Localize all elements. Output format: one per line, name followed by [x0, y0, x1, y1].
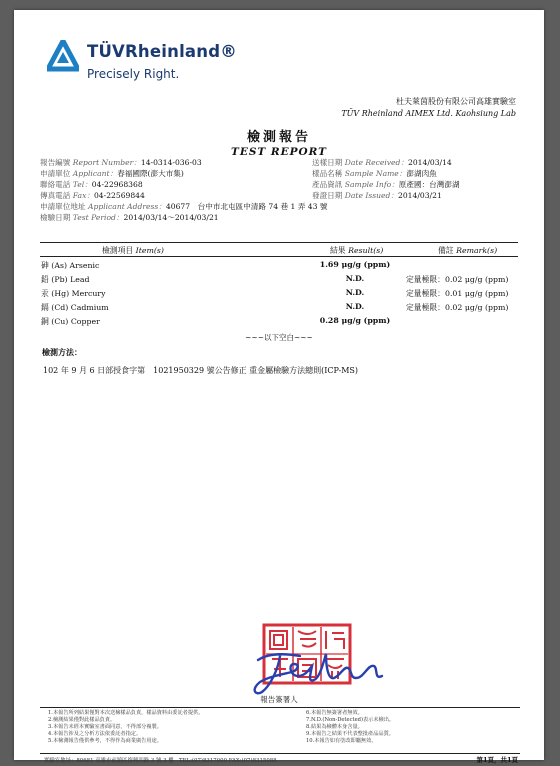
- date-received-value: 2014/03/14: [408, 158, 452, 167]
- row-result: 1.69 μg/g (ppm): [319, 260, 391, 269]
- col-header-remark: 備註 Remark(s): [438, 246, 498, 255]
- info-address: 申請單位地址 Applicant Address：40677 台中市北屯區中清路 74 巷 1 弄 43 號: [40, 202, 328, 211]
- applicant-value: 春福國際(澎大市集): [117, 169, 184, 178]
- info-sample-name: 樣品名稱 Sample Name：澎湖肉魚: [312, 169, 437, 178]
- row-item: 鉛 (Pb) Lead: [41, 275, 90, 284]
- footnote-item: 3.本報告未經本實驗室書面同意，不得部分複製。: [48, 724, 162, 730]
- row-item: 銅 (Cu) Copper: [41, 317, 100, 326]
- info-fax: 傳真電話 Fax：04-22569844: [40, 191, 145, 200]
- table-row: [40, 287, 518, 301]
- row-result: N.D.: [345, 302, 365, 311]
- method-label: 檢測方法：: [42, 347, 82, 357]
- report-info: [40, 157, 520, 247]
- footnote-item: 5.本檢測報告僅供參考，不得作為商業廣告用途。: [48, 738, 162, 744]
- report-number-value: 14-0314-036-03: [140, 158, 202, 167]
- tel-value: 04-22968368: [91, 180, 143, 189]
- method-text: 102 年 9 月 6 日部授食字第 1021950329 號公告修正 重金屬檢驗方法總則(ICP-MS): [43, 366, 358, 375]
- triangle-logo-icon: [47, 40, 79, 72]
- results-header: [40, 242, 518, 257]
- report-title: [14, 126, 544, 158]
- row-result: N.D.: [345, 274, 365, 283]
- row-item: 鎘 (Cd) Cadmium: [41, 303, 109, 312]
- address-value: 40677 台中市北屯區中清路 74 巷 1 弄 43 號: [165, 202, 328, 211]
- footnote-item: 4.本報告涉及之分析方法依委託者指定。: [48, 731, 142, 737]
- report-page: [14, 10, 544, 764]
- footnote-item: 10.本報告如有塗改即屬無效。: [306, 738, 377, 744]
- row-remark: 定量極限：0.02 μg/g (ppm): [406, 275, 509, 284]
- info-sample-info: 產品資訊 Sample Info：原產國：台灣澎湖: [312, 180, 460, 189]
- info-test-period: 檢驗日期 Test Period：2014/03/14～2014/03/21: [40, 213, 219, 222]
- row-result: 0.28 μg/g (ppm): [319, 316, 391, 325]
- footnotes-right: [306, 710, 394, 745]
- row-remark: 定量極限：0.01 μg/g (ppm): [406, 289, 509, 298]
- test-period-value: 2014/03/14～2014/03/21: [123, 213, 219, 222]
- lab-name: [341, 96, 516, 120]
- address-divider: [40, 753, 520, 754]
- end-of-results-marker: ~~~以下空白~~~: [245, 333, 313, 342]
- brand-tagline: Precisely Right.: [87, 67, 180, 81]
- row-item: 砷 (As) Arsenic: [41, 261, 100, 270]
- info-report-number: 報告編號 Report Number：14-0314-036-03: [40, 158, 202, 167]
- footnote-item: 1.本報告所列結果僅對本次送檢樣品負責，樣品資料由委託者提供。: [48, 710, 204, 716]
- row-result: N.D.: [345, 288, 365, 297]
- page-number: 第1頁，共1頁: [476, 756, 518, 764]
- footnote-divider: [40, 707, 520, 708]
- fax-value: 04-22569844: [93, 191, 145, 200]
- date-issued-value: 2014/03/21: [398, 191, 442, 200]
- report-title-zh: 檢測報告: [246, 130, 311, 145]
- table-row: [40, 259, 518, 273]
- signature-icon: [240, 646, 390, 698]
- info-applicant: 申請單位 Applicant：春福國際(澎大市集): [40, 169, 184, 178]
- info-tel: 聯絡電話 Tel：04-22968368: [40, 180, 143, 189]
- lab-name-zh: 杜夫萊茵股份有限公司高雄實驗室: [396, 97, 516, 106]
- lab-address: 實驗室地址：80681 高雄市前鎮區復興四路 3 號 3 樓 TEL:(07)8317000 FAX:(07)8315088: [44, 758, 277, 764]
- col-header-result: 結果 Result(s): [330, 246, 384, 255]
- row-item: 汞 (Hg) Mercury: [41, 289, 106, 298]
- footnotes-left: [48, 710, 203, 745]
- footnote-item: 9.本報告之結果不代表整批產品品質。: [306, 731, 394, 737]
- footnote-item: 2.檢測結果僅對此樣品負責。: [48, 717, 116, 723]
- table-row: [40, 301, 518, 315]
- info-date-received: 送樣日期 Date Received：2014/03/14: [312, 158, 452, 167]
- report-title-en: TEST REPORT: [231, 146, 327, 158]
- row-remark: 定量極限：0.02 μg/g (ppm): [406, 303, 509, 312]
- info-date-issued: 發證日期 Date Issued：2014/03/21: [312, 191, 442, 200]
- signatory-label: 報告簽署人: [260, 695, 298, 704]
- footnote-item: 8.結果為檢體本身含量。: [306, 724, 363, 730]
- footnote-item: 6.本報告無簽署者無效。: [306, 710, 363, 716]
- table-row: [40, 315, 518, 329]
- footnote-item: 7.N.D.(Non-Detected)表示未檢出。: [306, 717, 395, 723]
- sample-name-value: 澎湖肉魚: [406, 169, 437, 178]
- col-header-item: 檢測項目 Item(s): [102, 246, 164, 255]
- sample-info-value: 原產國：台灣澎湖: [398, 180, 460, 189]
- brand-name: TÜVRheinland®: [87, 42, 237, 61]
- table-row: [40, 273, 518, 287]
- lab-name-en: TÜV Rheinland AIMEX Ltd. Kaohsiung Lab: [341, 109, 516, 118]
